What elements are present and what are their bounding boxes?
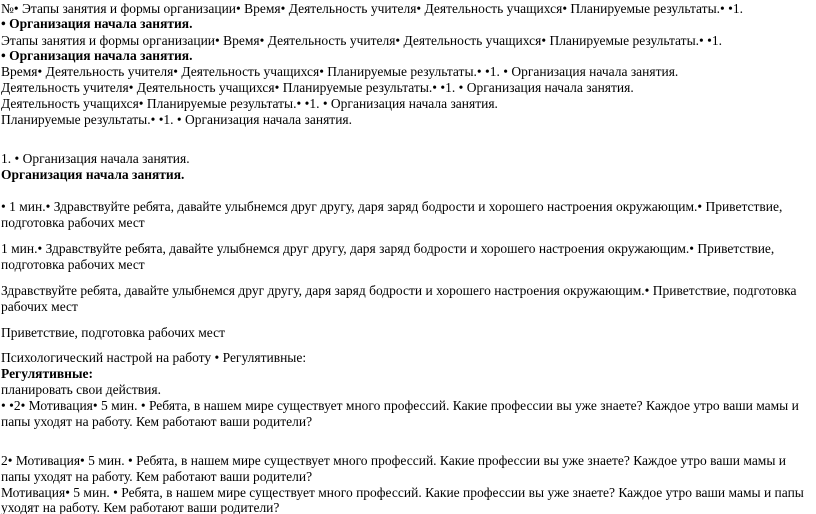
text-line: подготовка рабочих мест	[1, 257, 145, 272]
text-line: 1. • Организация начала занятия.	[1, 151, 190, 166]
text-line: 1 мин.• Здравствуйте ребята, давайте улыбнемся друг другу, даря заряд бодрости и хорошего настроения окружающим.• Приветствие,	[1, 241, 775, 256]
text-line: • •2• Мотивация• 5 мин. • Ребята, в нашем мире существует много профессий. Какие профессии вы уже знаете? Каждое утро ваши мамы и	[1, 398, 799, 413]
text-line: • 1 мин.• Здравствуйте ребята, давайте улыбнемся друг другу, даря заряд бодрости и хорошего настроения окружающим.• Приветствие,	[1, 199, 783, 214]
text-line: 2• Мотивация• 5 мин. • Ребята, в нашем мире существует много профессий. Какие профессии вы уже знаете? Каждое утро ваши мамы и	[1, 453, 787, 468]
text-line: уходят на работу. Кем работают ваши родители?	[1, 500, 280, 514]
text-line: папы уходят на работу. Кем работают ваши родители?	[1, 469, 313, 484]
text-line: Приветствие, подготовка рабочих мест	[1, 325, 226, 340]
text-line: Деятельность учителя• Деятельность учащихся• Планируемые результаты.• •1. • Организация начала занятия.	[1, 80, 634, 95]
text-line-bold: Организация начала занятия.	[1, 167, 185, 182]
text-line: папы уходят на работу. Кем работают ваши родители?	[1, 414, 313, 429]
text-line: рабочих мест	[1, 299, 78, 314]
text-line-bold: • Организация начала занятия.	[1, 48, 193, 63]
text-line: Психологический настрой на работу • Регулятивные:	[1, 350, 307, 365]
text-line: планировать свои действия.	[1, 382, 161, 397]
text-line: Планируемые результаты.• •1. • Организация начала занятия.	[1, 112, 352, 127]
text-line: Здравствуйте ребята, давайте улыбнемся друг другу, даря заряд бодрости и хорошего настроения окружающим.• Приветствие, подготовка	[1, 283, 797, 298]
text-line: Этапы занятия и формы организации• Время• Деятельность учителя• Деятельность учащихся• Планируемые результаты.• •1.	[1, 33, 722, 48]
text-line: подготовка рабочих мест	[1, 215, 145, 230]
text-line-bold: • Организация начала занятия.	[1, 16, 193, 31]
text-line: Деятельность учащихся• Планируемые результаты.• •1. • Организация начала занятия.	[1, 96, 498, 111]
text-line-bold: Регулятивные:	[1, 366, 93, 381]
text-line: Время• Деятельность учителя• Деятельность учащихся• Планируемые результаты.• •1. • Организация начала занятия.	[1, 64, 679, 79]
text-line: №• Этапы занятия и формы организации• Время• Деятельность учителя• Деятельность учащихся• Планируемые результаты.• •1.	[1, 1, 743, 16]
text-line: Мотивация• 5 мин. • Ребята, в нашем мире существует много профессий. Какие профессии вы уже знаете? Каждое утро ваши мамы и папы	[1, 485, 804, 500]
